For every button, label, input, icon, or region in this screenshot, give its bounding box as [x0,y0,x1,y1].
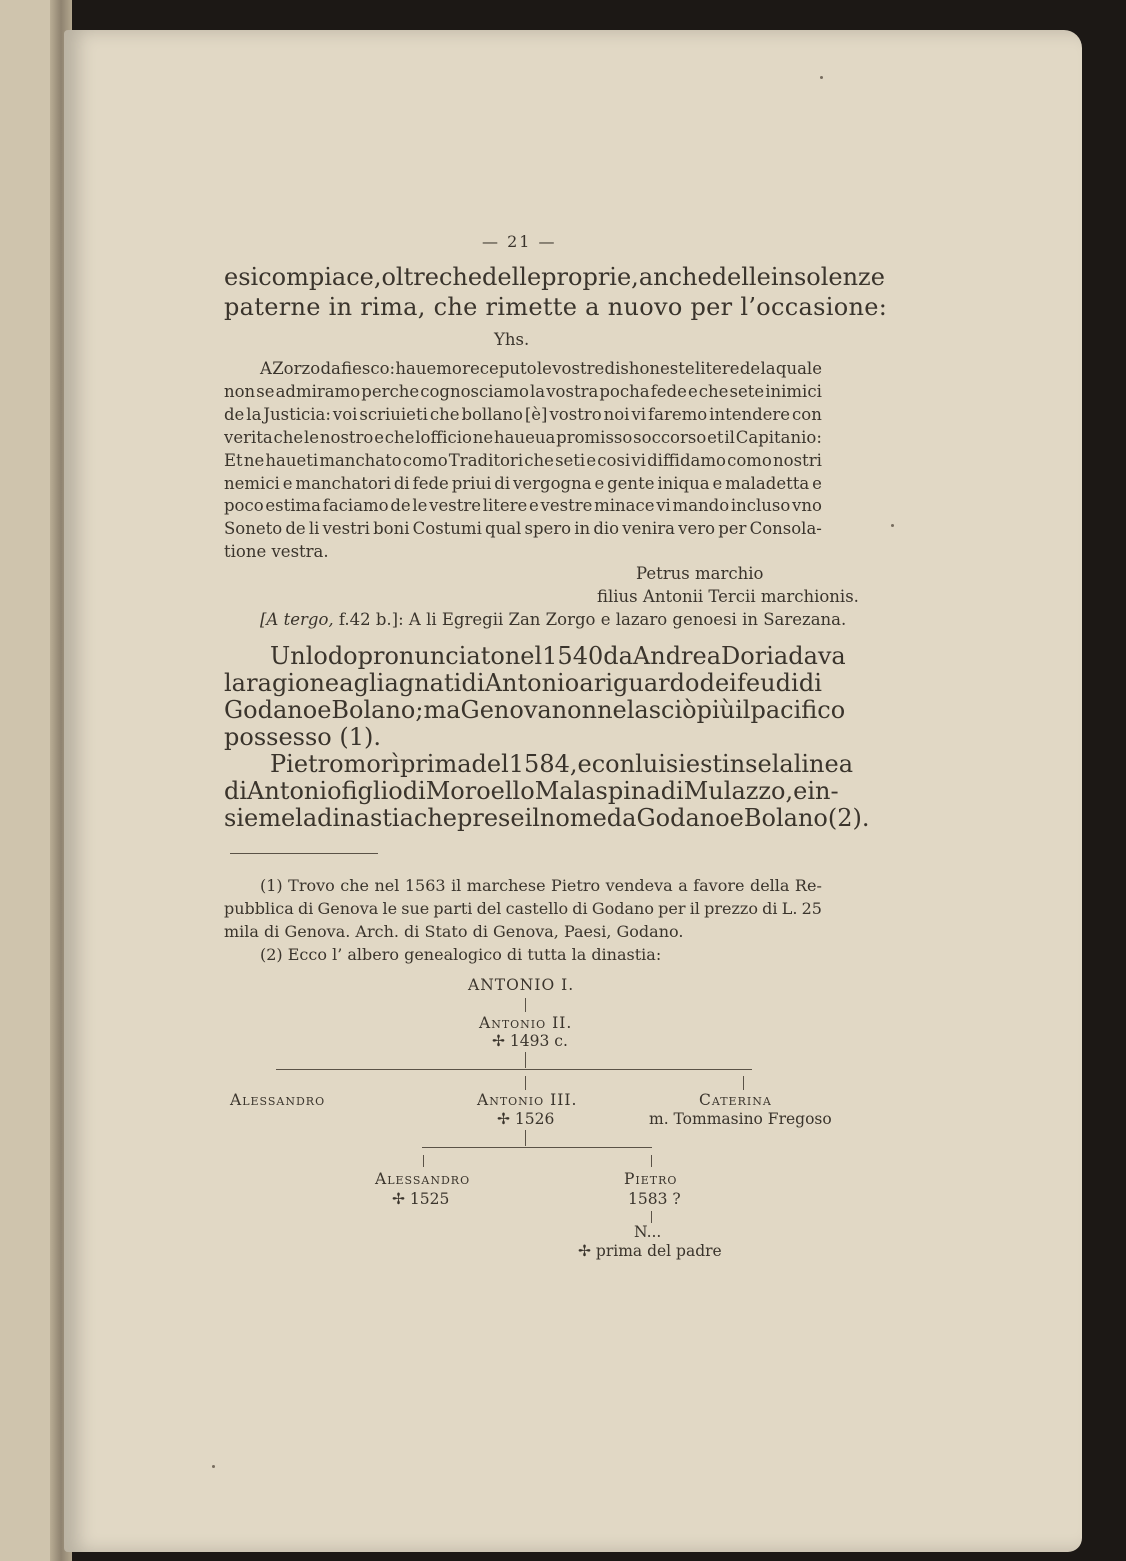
word: vi [631,450,646,470]
tree-gen4-detail: 1583 ? [628,1190,681,1208]
word: spero [524,519,572,539]
tree-connector [525,1130,526,1146]
paragraph-1-line [270,642,846,670]
word: nel [504,642,543,670]
word: il [451,876,462,895]
paper-speck [820,76,823,79]
word: estima [265,496,322,516]
word: le [382,899,398,918]
word: li [308,519,320,539]
intro-line-1 [224,263,885,291]
word: agli [339,669,385,697]
word: Bolano [743,804,828,832]
paragraph-1-line [224,669,822,697]
word: quale [775,359,822,378]
tree-gen3-name: Alessandro [230,1091,326,1109]
word: 1563 [404,876,446,895]
word: dishoneste [604,359,695,378]
word: lodo [305,642,358,670]
word: vi [631,404,647,424]
word: pocha [599,381,650,401]
word: como [402,450,448,470]
word: vestre [429,496,481,516]
word: (2). [827,804,870,832]
word: il [735,696,751,724]
tree-child: Antonio II. [479,1014,573,1032]
word: cosi [597,450,631,470]
word: della [749,876,790,895]
word: Costumi [412,519,482,539]
word: vestre [540,496,593,516]
letter-signature-2: filius Antonii Tercii marchionis. [597,587,859,606]
tree-connector [743,1076,744,1090]
tree-root: ANTONIO I. [468,976,575,994]
word: di [494,473,511,493]
word: a [678,876,688,895]
word: e [687,381,698,401]
word: sete [729,381,765,401]
word: litere [694,359,740,378]
word: voi [332,404,358,424]
word: Antonio [484,669,580,697]
word: parti [433,899,473,918]
word: nostri [773,450,822,470]
word: ma [423,696,461,724]
word: bollano [461,404,523,424]
word: che [524,450,554,470]
word: vi [656,496,671,516]
word: che [340,876,369,895]
word: vero [678,519,716,539]
word: de [739,359,761,378]
letter-line [224,451,822,470]
word: Mulazzo, [683,777,794,805]
word: dava [788,642,846,670]
footnote-line [224,899,822,918]
word: anche [638,263,712,291]
tree-gen4-detail: ✢ 1525 [392,1190,450,1208]
word: cognosciamo [420,381,529,401]
word: di [393,473,410,493]
word: faremo [648,404,708,424]
word: che [384,427,415,447]
tree-gen5-detail: ✢ prima del padre [578,1242,722,1260]
word: le [304,427,320,447]
word: verita [224,427,273,447]
word: dinastia [317,804,414,832]
word: estinse [685,750,772,778]
footnote-rule [230,853,378,854]
word: lasciò [626,696,697,724]
paragraph-2-line [224,804,870,832]
word: e [712,473,723,493]
word: marchese [466,876,546,895]
word: Un [270,642,306,670]
word: lui [635,750,666,778]
word: nostro [319,427,374,447]
paragraph-1-line: possesso (1). [224,723,381,751]
word: non [224,381,256,401]
word: e [793,777,808,805]
word: iniqua [657,473,710,493]
word: maladetta [725,473,810,493]
word: feudi [737,669,799,697]
word: Zorzo [272,359,321,378]
word: e [224,263,239,291]
word: dio [593,519,620,539]
word: la [295,804,318,832]
footnote-line [260,876,822,895]
word: riguardo [593,669,700,697]
word: Pietro [270,750,344,778]
word: e [529,496,539,516]
letter-heading: Yhs. [494,330,530,349]
word: del [471,750,509,778]
footnote-line: (2) Ecco l’ albero genealogico di tutta la dinastia: [260,945,662,964]
letter-line [224,382,822,401]
word: che [698,381,729,401]
word: Justicia: [263,404,331,424]
word: fede [650,381,687,401]
tree-connector [651,1211,652,1223]
word: di [798,669,822,697]
word: Andrea [632,642,722,670]
word: le [412,496,428,516]
word: priui [451,473,492,493]
letter-line [224,474,822,493]
letter-endorsement [260,610,846,629]
word: et [707,427,724,447]
word: per [718,519,747,539]
word: nel [374,876,400,895]
word: (1) [260,876,283,895]
word: castello [505,899,569,918]
word: sieme [224,804,296,832]
word: A [260,359,272,378]
word: da [603,642,633,670]
word: fede [412,473,449,493]
word: inimici [765,381,822,401]
word: Godano [591,899,654,918]
tree-connector [525,1052,526,1068]
word: che [273,427,304,447]
word: de [224,404,245,424]
word: e [586,450,597,470]
word: ne [243,450,265,470]
word: di [572,899,588,918]
word: con [591,750,636,778]
word: oltre [381,263,439,291]
tree-gen4-name: Pietro [624,1170,678,1188]
word: non [551,696,598,724]
word: nemici [224,473,280,493]
word: compiace, [258,263,382,291]
tree-child-death: ✢ 1493 c. [492,1032,568,1050]
word: Traditori [448,450,524,470]
tree-branch-line [276,1069,752,1070]
word: il [524,804,540,832]
word: prese [457,804,525,832]
word: la [771,750,794,778]
tree-gen5-name: N... [634,1223,662,1241]
word: per [658,899,686,918]
word: da [320,359,341,378]
paragraph-1-line [224,696,846,724]
letter-line: tione vestra. [224,542,329,562]
word: perche [361,381,420,401]
word: vostra [546,381,599,401]
word: manchato [319,450,402,470]
word: dei [699,669,737,697]
word: Capitanio: [735,427,822,447]
word: gente [607,473,655,493]
word: Re- [794,876,822,895]
word: pronunciato [357,642,505,670]
word: Malaspina [534,777,661,805]
word: poco [224,496,264,516]
word: e [282,473,293,493]
word: vendeva [605,876,673,895]
word: la [224,669,246,697]
word: con [792,404,822,424]
tree-connector [525,998,526,1012]
word: receputo [462,359,537,378]
letter-line [224,519,822,538]
word: haueti [265,450,319,470]
paper-speck [212,1465,215,1468]
word: seti [555,450,586,470]
word: di [461,669,485,697]
word: Pietro [551,876,601,895]
word: più [696,696,736,724]
letter-line [224,428,822,447]
word: si [238,263,259,291]
word: e [594,473,605,493]
tree-gen3-detail: ✢ 1526 [497,1110,555,1128]
word: promisso [556,427,633,447]
word: che [429,404,460,424]
endorsement-text: f.42 b.]: A li Egregii Zan Zorgo e lazaro genoesi in Sarezana. [333,610,847,629]
word: boni [373,519,410,539]
tree-connector [651,1155,652,1167]
scanned-page [64,30,1082,1552]
endorsement-italic: [A tergo, [260,610,334,629]
word: vergogna [513,473,592,493]
word: de [390,496,411,516]
word: che [413,804,457,832]
word: ragione [246,669,340,697]
word: pubblica [224,899,294,918]
word: delle [711,263,771,291]
word: la [530,381,546,401]
word: e [577,750,592,778]
word: delle [482,263,542,291]
word: morì [343,750,400,778]
word: haueua [494,427,556,447]
word: di [224,777,248,805]
word: in [574,519,591,539]
word: vostro [549,404,602,424]
word: la [246,404,262,424]
word: Bolano; [331,696,424,724]
tree-branch-line [422,1147,652,1148]
word: Soneto [224,519,283,539]
word: lofficio [415,427,472,447]
word: di [297,899,314,918]
word: sue [401,899,430,918]
word: litere [482,496,528,516]
word: a [579,669,594,697]
word: il [724,427,735,447]
word: se [256,381,275,401]
word: Genova [317,899,379,918]
word: la [760,359,776,378]
word: intendere [709,404,791,424]
word: e [812,473,822,493]
word: nome [539,804,607,832]
word: prezzo [704,899,758,918]
letter-line [224,496,822,515]
word: linea [793,750,854,778]
word: Doria [721,642,789,670]
word: in- [807,777,839,805]
left-page-edge [0,0,70,1561]
word: manchatori [295,473,391,493]
word: ne [472,427,494,447]
word: Et [224,450,243,470]
tree-gen3-name: Caterina [699,1091,772,1109]
word: Godano [224,696,318,724]
word: incluso [730,496,791,516]
paragraph-2-line [270,750,854,778]
word: pacifico [750,696,846,724]
word: vestri [322,519,370,539]
word: il [689,899,700,918]
word: Genova [460,696,552,724]
tree-connector [423,1155,424,1167]
word: le [536,359,552,378]
word: Antonio [247,777,342,805]
word: qual [485,519,522,539]
word: noi [603,404,630,424]
word: hauemo [395,359,462,378]
word: soccorso [633,427,707,447]
word: insolenze [770,263,885,291]
letter-line [260,359,822,378]
word: di [762,899,778,918]
word: faciamo [322,496,389,516]
word: da [606,804,637,832]
word: si [665,750,686,778]
word: Trovo [288,876,335,895]
word: scriuieti [359,404,428,424]
word: diffidamo [647,450,726,470]
word: vostre [552,359,605,378]
word: proprie, [541,263,639,291]
tree-gen3-name: Antonio III. [477,1091,578,1109]
word: Consola- [749,519,822,539]
word: [è] [524,404,548,424]
word: venira [622,519,675,539]
word: che [438,263,483,291]
word: e [317,696,332,724]
intro-line-2: paterne in rima, che rimette a nuovo per l’occasione: [224,293,888,321]
tree-gen4-name: Alessandro [375,1170,471,1188]
tree-gen3-detail: m. Tommasino Fregoso [649,1110,832,1128]
word: 25 [801,899,822,918]
word: e [374,427,384,447]
page-number: — 21 — [482,232,557,251]
word: fiesco: [341,359,396,378]
word: vno [792,496,822,516]
word: mando [672,496,730,516]
tree-connector [525,1076,526,1090]
word: di [660,777,684,805]
word: L. [781,899,798,918]
letter-line [224,405,822,424]
word: como [727,450,772,470]
paper-speck [891,524,894,527]
word: Moroello [425,777,535,805]
word: di [402,777,426,805]
word: figlio [341,777,403,805]
footnote-line: mila di Genova. Arch. di Stato di Genova, Paesi, Godano. [224,922,684,941]
word: 1540 [542,642,604,670]
word: admiramo [275,381,361,401]
word: ne [597,696,627,724]
paragraph-2-line [224,777,839,805]
word: de [285,519,306,539]
word: Godano [636,804,730,832]
word: e [729,804,744,832]
word: agnati [384,669,462,697]
word: prima [399,750,472,778]
word: del [476,899,502,918]
word: 1584, [508,750,578,778]
letter-signature-1: Petrus marchio [636,564,764,583]
word: minace [594,496,655,516]
word: favore [693,876,745,895]
